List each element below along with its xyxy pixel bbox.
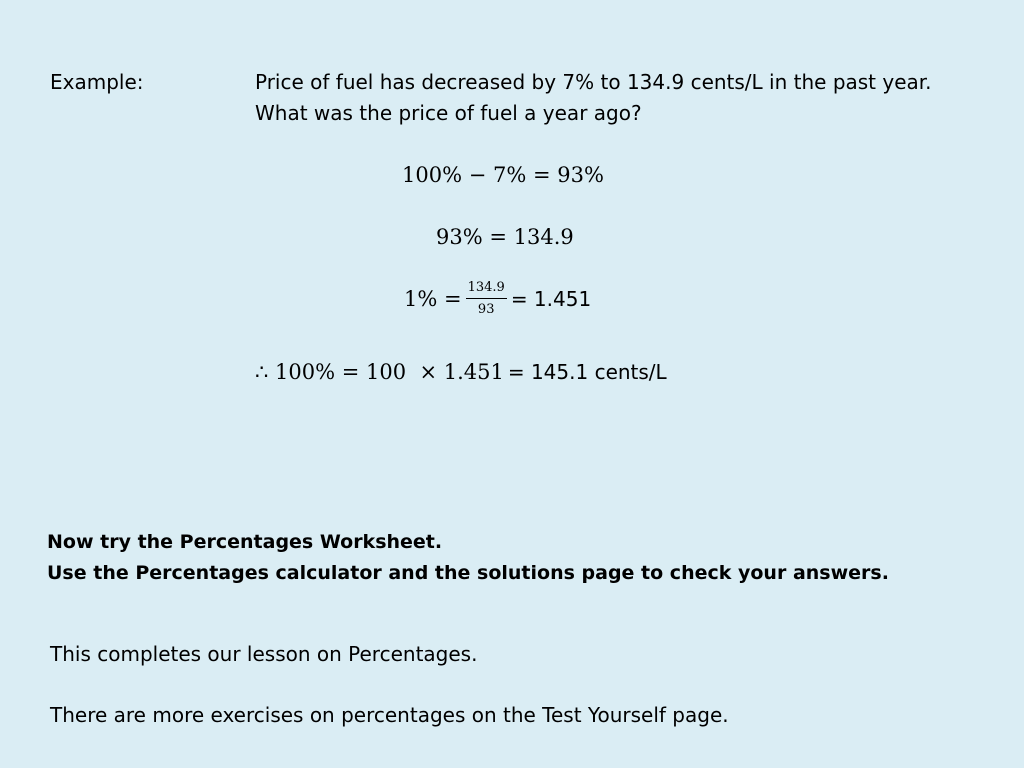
equation-step-4-result: = 145.1 cents/L	[507, 360, 667, 384]
problem-statement-line-2: What was the price of fuel a year ago?	[255, 101, 642, 125]
lesson-complete-text: This completes our lesson on Percentages.	[50, 642, 478, 666]
fraction	[466, 280, 507, 318]
worksheet-instruction: Now try the Percentages Worksheet.	[47, 531, 443, 553]
fraction-denominator: 93	[477, 302, 495, 317]
example-label: Example:	[50, 70, 144, 94]
fraction-numerator: 134.9	[466, 280, 507, 299]
equation-step-4-math: ∴ 100% = 100 × 1.451	[255, 360, 504, 384]
equation-step-3-result: = 1.451	[510, 287, 592, 311]
equation-step-1: 100% − 7% = 93%	[402, 163, 604, 187]
calculator-instruction: Use the Percentages calculator and the solutions page to check your answers.	[47, 562, 889, 584]
equation-step-3-lhs: 1% =	[404, 287, 462, 311]
equation-step-4	[255, 360, 667, 384]
equation-step-3	[404, 280, 591, 318]
problem-statement-line-1: Price of fuel has decreased by 7% to 134.9 cents/L in the past year.	[255, 70, 932, 94]
more-exercises-text: There are more exercises on percentages on the Test Yourself page.	[50, 703, 729, 727]
equation-step-2: 93% = 134.9	[436, 225, 574, 249]
